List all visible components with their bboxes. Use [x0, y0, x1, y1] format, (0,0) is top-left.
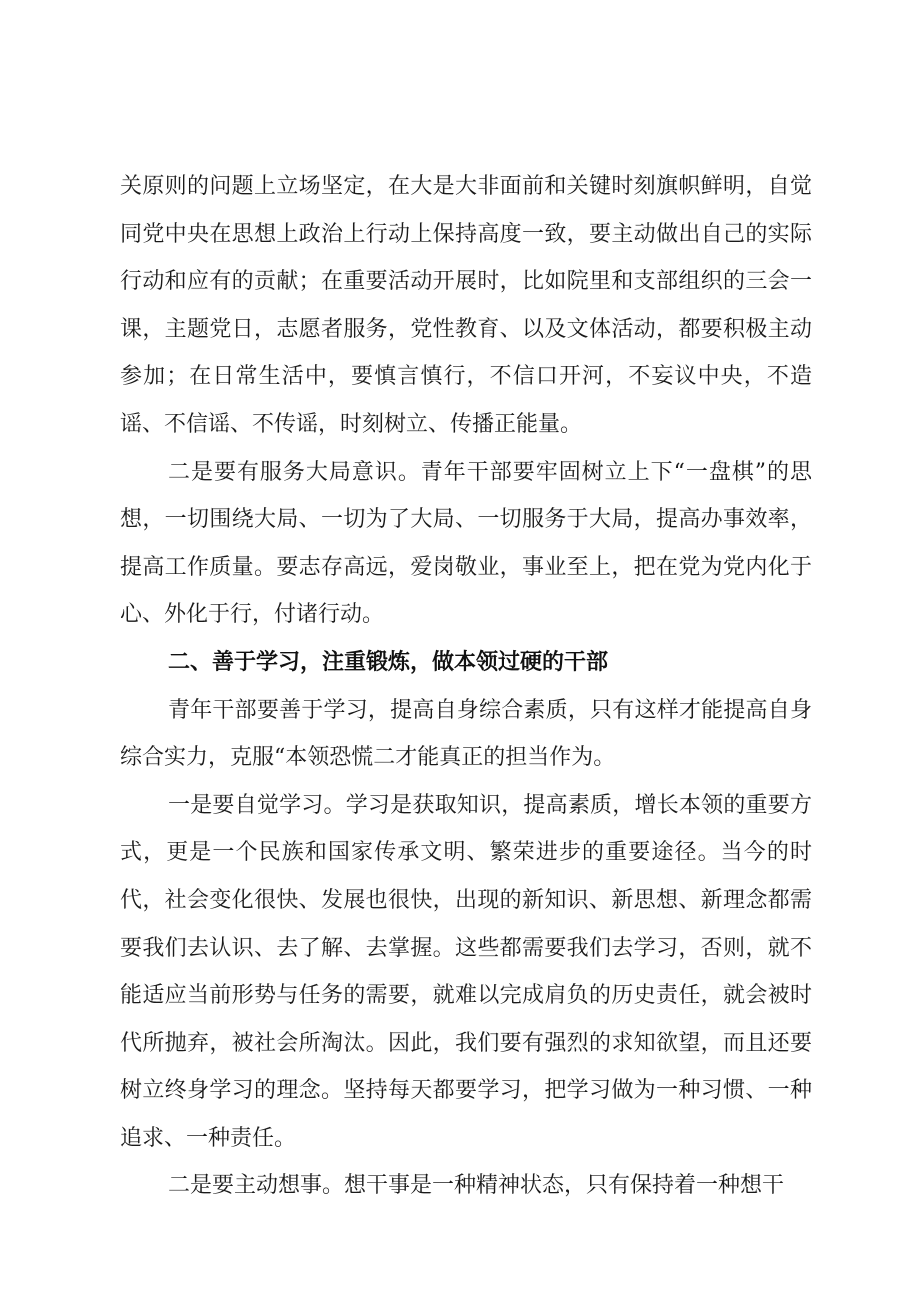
paragraph-serve-overall-situation: 二是要有服务大局意识。青年干部要牢固树立上下“一盘棋”的思想，一切围绕大局、一切为了大局、一切服务于大局，提高办事效率，提高工作质量。要志存高远，爱岗敬业，事业至上，把在党为党内化于心、外化于行，付诸行动。 [120, 459, 812, 628]
paragraph-think-actively: 二是要主动想事。想干事是一种精神状态，只有保持着一种想干 [168, 1173, 785, 1199]
section-heading-learning: 二、善于学习，注重锻炼，做本领过硬的干部 [168, 649, 609, 675]
paragraph-self-study: 一是要自觉学习。学习是获取知识，提高素质，增长本领的重要方式，更是一个民族和国家传承文明、繁荣进步的重要途径。当今的时代，社会变化很快、发展也很快，出现的新知识、新思想、新理念都需要我们去认识、去了解、去掌握。这些都需要我们去学习，否则，就不能适应当前形势与任务的需要，就难以完成肩负的历史责任，就会被时代所抛弃，被社会所淘汰。因此，我们要有强烈的求知欲望，而且还要树立终身学习的理念。坚持每天都要学习，把学习做为一种习惯、一种追求、一种责任。 [120, 792, 812, 1151]
document-body [120, 163, 812, 1210]
paragraph-good-at-learning: 青年干部要善于学习，提高自身综合素质，只有这样才能提高自身综合实力，克服“本领恐慌二才能真正的担当作为。 [120, 697, 812, 771]
paragraph-political-stance: 关原则的问题上立场坚定，在大是大非面前和关键时刻旗帜鲜明，自觉同党中央在思想上政治上行动上保持高度一致，要主动做出自己的实际行动和应有的贡献；在重要活动开展时，比如院里和支部组织的三会一课，主题党日，志愿者服务，党性教育、以及文体活动，都要积极主动参加；在日常生活中，要慎言慎行，不信口开河，不妄议中央，不造谣、不信谣、不传谣，时刻树立、传播正能量。 [120, 174, 812, 437]
